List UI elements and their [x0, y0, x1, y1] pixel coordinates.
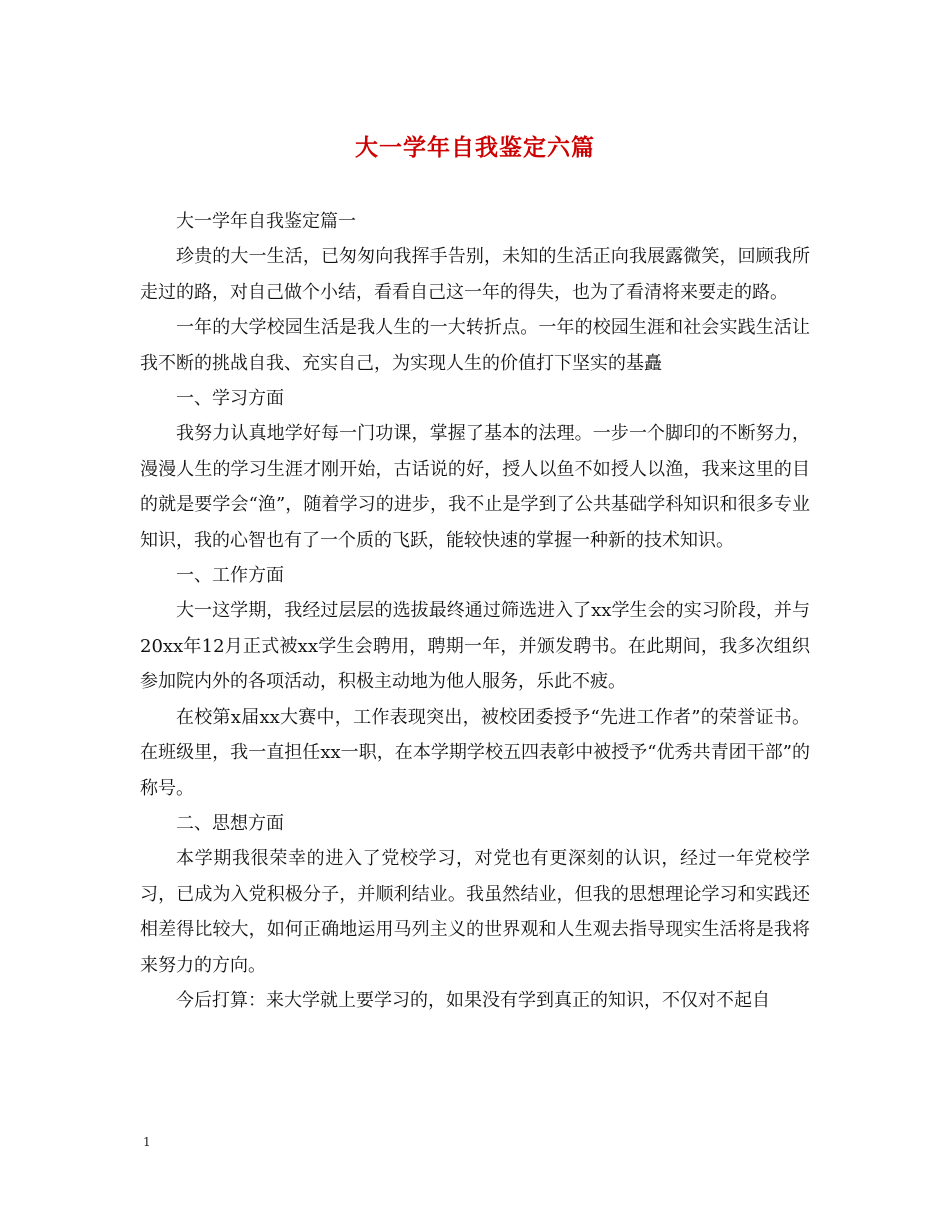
paragraph-thought: 本学期我很荣幸的进入了党校学习，对党也有更深刻的认识，经过一年党校学习，已成为入党积极分子，并顺利结业。我虽然结业，但我的思想理论学习和实践还相差得比较大，如何正确地运用马列主义的世界观和人生观去指导现实生活将是我将来努力的方向。 [140, 848, 810, 976]
paragraph-study: 我努力认真地学好每一门功课，掌握了基本的法理。一步一个脚印的不断努力，漫漫人生的学习生涯才刚开始，古话说的好，授人以鱼不如授人以渔，我来这里的目的就是要学会“渔”，随着学习的进步，我不止是学到了公共基础学科知识和很多专业知识，我的心智也有了一个质的飞跃，能较快速的掌握一种新的技术知识。 [140, 423, 810, 551]
paragraph-turning-point: 一年的大学校园生活是我人生的一大转折点。一年的校园生涯和社会实践生活让我不断的挑战自我、充实自己，为实现人生的价值打下坚实的基矗 [140, 317, 810, 374]
section-heading-study: 一、学习方面 [176, 388, 284, 410]
page-number: 1 [143, 1135, 151, 1149]
section-heading-work: 一、工作方面 [176, 565, 284, 587]
paragraph-intro: 珍贵的大一生活，已匆匆向我挥手告别，未知的生活正向我展露微笑，回顾我所走过的路，对自己做个小结，看看自己这一年的得失，也为了看清将来要走的路。 [140, 246, 810, 303]
document-title: 大一学年自我鉴定六篇 [355, 134, 595, 161]
paragraph-future-plans: 今后打算：来大学就上要学习的，如果没有学到真正的知识，不仅对不起自 [176, 989, 770, 1011]
section-heading-part-one: 大一学年自我鉴定篇一 [176, 211, 356, 232]
paragraph-honors: 在校第x届xx大赛中，工作表现突出，被校团委授予“先进工作者”的荣誉证书。在班级里，我一直担任xx一职，在本学期学校五四表彰中被授予“优秀共青团干部”的称号。 [140, 706, 810, 799]
paragraph-work: 大一这学期，我经过层层的选拔最终通过筛选进入了xx学生会的实习阶段，并与20xx年12月正式被xx学生会聘用，聘期一年，并颁发聘书。在此期间，我多次组织参加院内外的各项活动，积极主动地为他人服务，乐此不疲。 [140, 600, 810, 693]
section-heading-thought: 二、思想方面 [176, 812, 284, 834]
document-body [140, 204, 810, 1018]
